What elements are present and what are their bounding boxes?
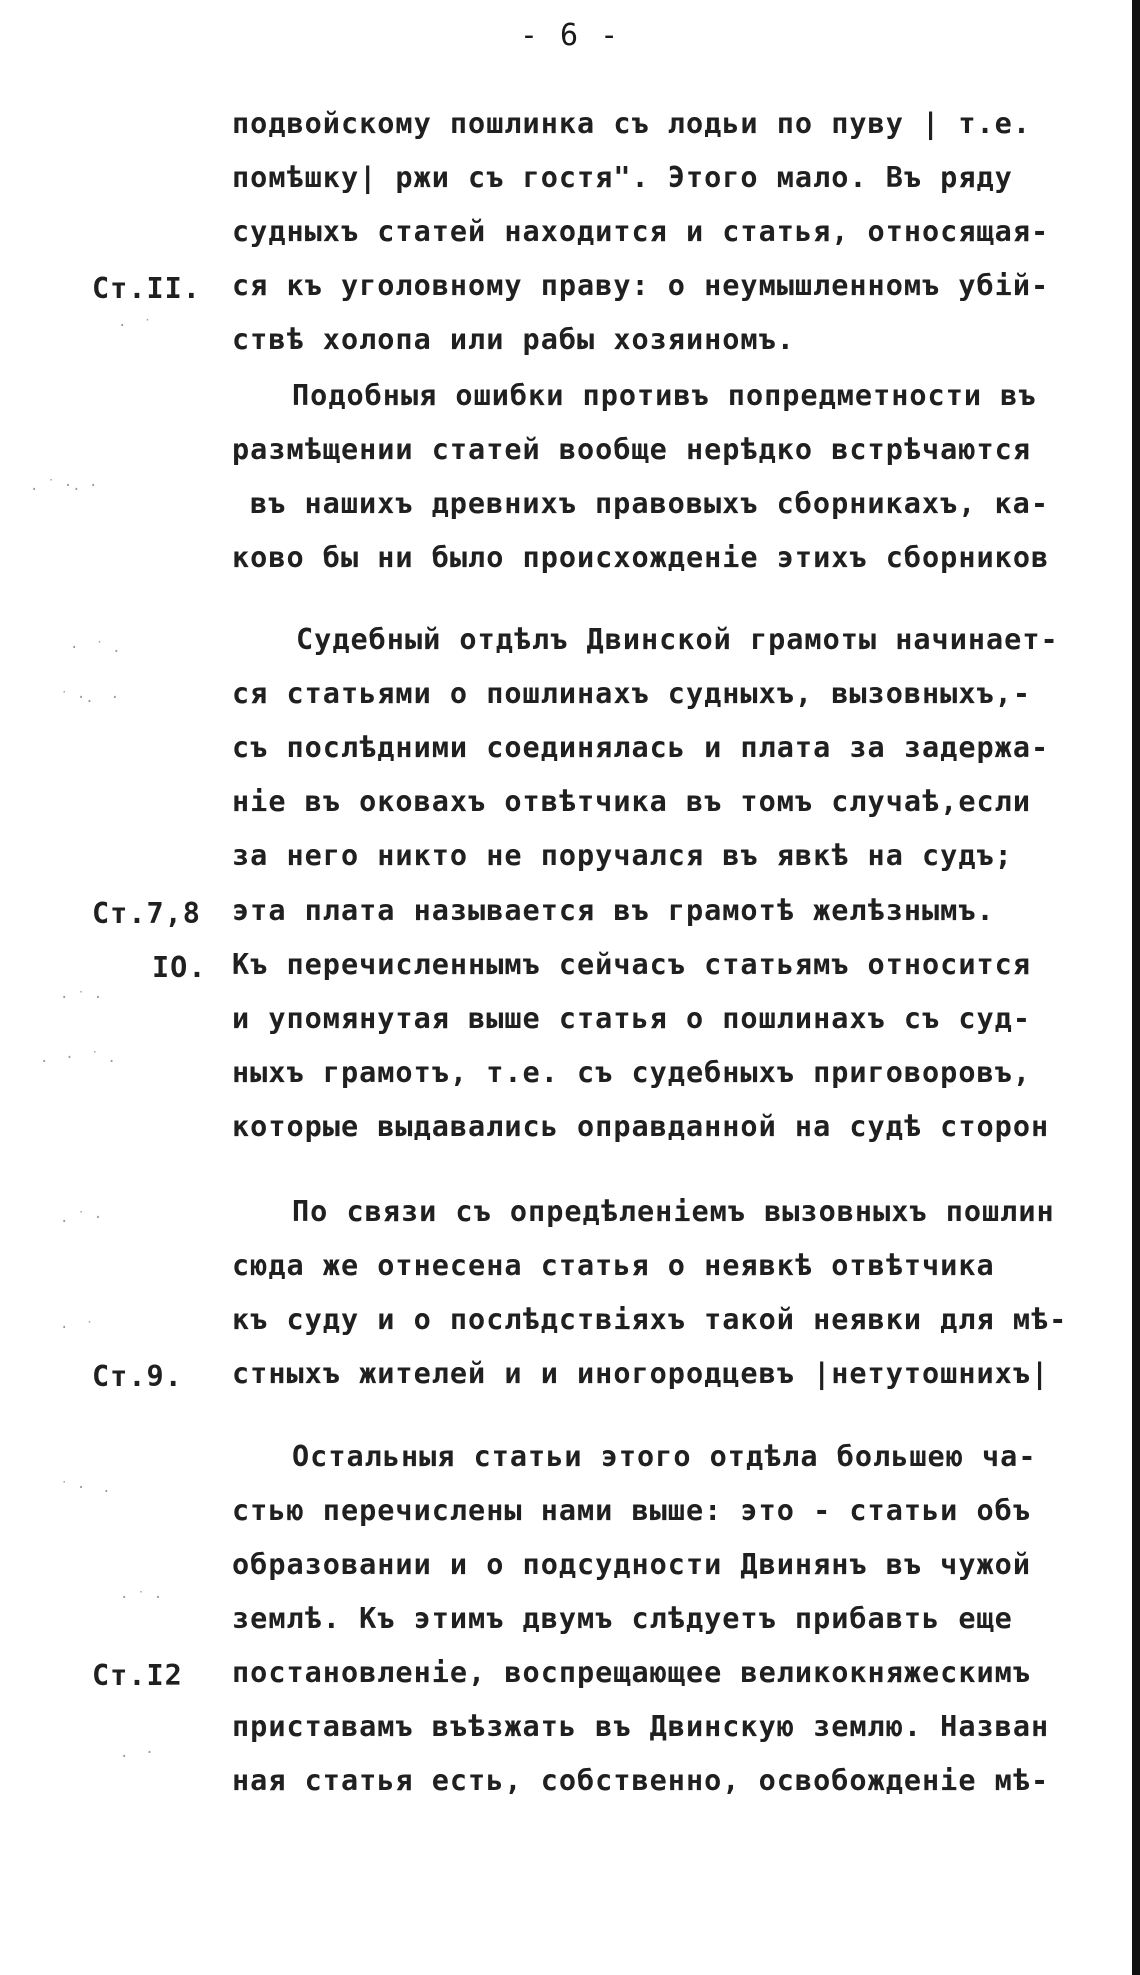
text-line: размѣщении статей вообще нерѣдко встрѣчаются [232,433,1031,466]
text-line: ніе въ оковахъ отвѣтчика въ томъ случаѣ,если [232,785,1031,818]
text-line: образовании и о подсудности Двинянъ въ чужой [232,1548,1031,1581]
scan-speck: . ˙ · [60,1210,103,1226]
margin-note-article: IO. [152,951,207,984]
text-line: постановленіе, воспрещающее великокняжескимъ [232,1656,1031,1689]
scan-speck: · ˙ [60,1320,94,1336]
scan-speck: ˙ ·. · [60,690,120,706]
text-line: и упомянутая выше статья о пошлинахъ съ суд- [232,1002,1031,1035]
margin-note-article: Ст.9. [92,1360,183,1393]
scan-speck: . · [120,1745,154,1761]
text-line: ся статьями о пошлинахъ судныхъ, вызовныхъ,- [232,677,1031,710]
text-line: къ суду и о послѣдствіяхъ такой неявки для мѣ- [232,1303,1068,1336]
margin-note-article: Ст.I2 [92,1659,183,1692]
text-line: ныхъ грамотъ, т.е. съ судебныхъ приговоровъ, [232,1056,1031,1089]
text-line: сюда же отнесена статья о неявкѣ отвѣтчика [232,1249,995,1282]
text-line: въ нашихъ древнихъ правовыхъ сборникахъ, ка- [250,487,1049,520]
page-number: - 6 - [519,18,621,53]
text-line: съ послѣдними соединялась и плата за задержа- [232,731,1050,764]
text-line: стныхъ жителей и и иногородцевъ |нетутошнихъ| [232,1357,1050,1390]
margin-note-article: Ст.7,8 [92,897,201,930]
text-line: ная статья есть, собственно, освобожденіе мѣ- [232,1764,1050,1797]
text-line: ся къ уголовному праву: о неумышленномъ убій- [232,269,1050,302]
scan-speck: · ˙ · [120,1590,163,1606]
scan-speck: . · ˙ . [40,1050,116,1066]
text-line: судныхъ статей находится и статья, относящая- [232,215,1050,248]
text-line-indented: Судебный отдѣлъ Двинской грамоты начинает- [296,623,1059,656]
text-line-indented: Остальныя статьи этого отдѣла большею ча- [292,1440,1037,1473]
margin-note-article: Ст.II. [92,272,201,305]
scan-speck: · ˙ . [70,640,121,656]
text-line-indented: По связи съ опредѣленіемъ вызовныхъ пошлин [292,1195,1055,1228]
scan-speck: · ˙ [118,318,152,334]
text-line: Къ перечисленнымъ сейчасъ статьямъ относится [232,948,1031,981]
scan-speck: . ˙ ·. · [30,478,98,494]
text-line: за него никто не поручался въ явкѣ на судъ; [232,839,1013,872]
text-line-indented: Подобныя ошибки противъ попредметности въ [292,379,1037,412]
text-line: стью перечислены нами выше: это - статьи объ [232,1494,1031,1527]
text-line: приставамъ въѣзжать въ Двинскую землю. Назван [232,1710,1050,1743]
scan-edge-bar [1132,0,1140,1975]
text-line: помѣшку| ржи съ гостя". Этого мало. Въ ряду [232,161,1013,194]
text-line: ково бы ни было происхожденіе этихъ сборников [232,541,1050,574]
text-line: ствѣ холопа или рабы хозяиномъ. [232,323,795,356]
text-line: землѣ. Къ этимъ двумъ слѣдуетъ прибавть еще [232,1602,1013,1635]
scan-speck: · ˙ · [60,990,103,1006]
text-line: которые выдавались оправданной на судѣ сторон [232,1110,1050,1143]
scan-speck: ˙ · . [60,1480,111,1496]
text-line: подвойскому пошлинка съ лодьи по пуву | т.е. [232,107,1031,140]
text-line: эта плата называется въ грамотѣ желѣзнымъ. [232,894,995,927]
